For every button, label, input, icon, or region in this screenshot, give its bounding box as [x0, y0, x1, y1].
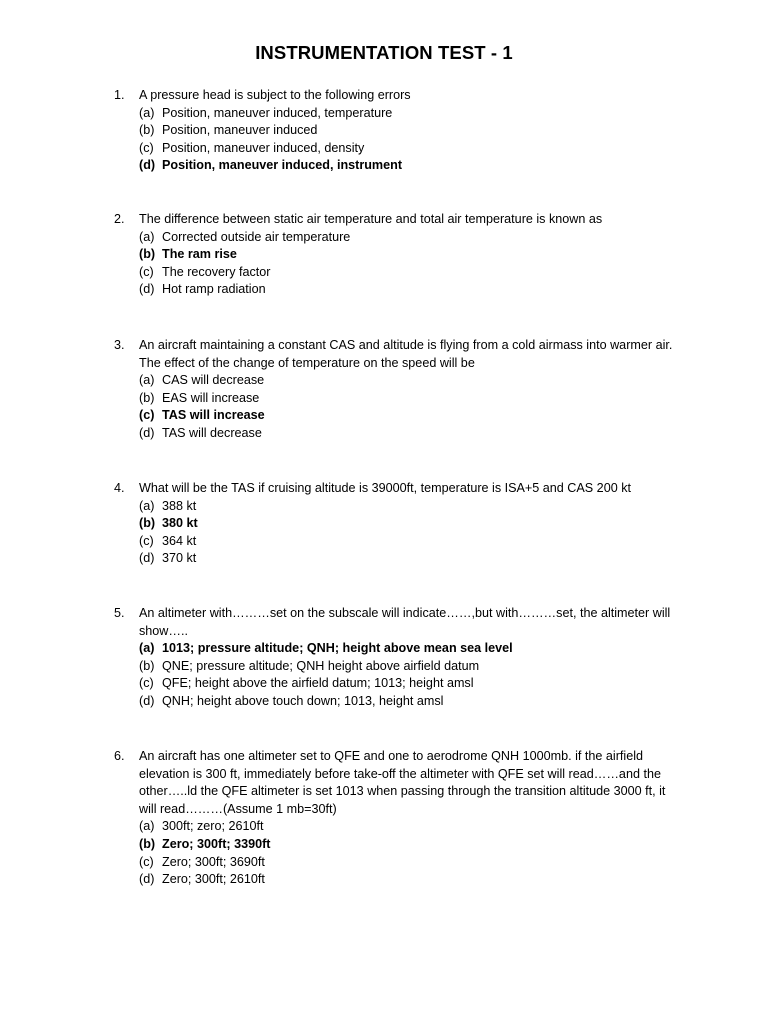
answer-options	[0, 818, 768, 888]
option-letter: (c)	[139, 676, 154, 691]
option-text: Corrected outside air temperature	[162, 229, 351, 244]
option-text: TAS will decrease	[162, 425, 262, 440]
question-5	[0, 605, 768, 711]
option-letter: (a)	[139, 105, 155, 120]
answer-option-a	[0, 229, 768, 247]
option-text: TAS will increase	[162, 408, 265, 423]
option-text: 388 kt	[162, 498, 197, 513]
option-letter: (a)	[139, 498, 155, 513]
answer-option-a	[0, 640, 768, 658]
question-stem-row	[0, 748, 768, 818]
option-letter: (b)	[139, 247, 156, 262]
option-text: The ram rise	[162, 247, 237, 262]
question-6	[0, 748, 768, 889]
option-text: 1013; pressure altitude; QNH; height above mean sea level	[162, 641, 513, 656]
option-letter: (b)	[139, 123, 155, 138]
answer-option-b	[0, 515, 768, 533]
option-text: Position, maneuver induced, temperature	[162, 105, 393, 120]
option-letter: (c)	[139, 264, 154, 279]
question-1	[0, 87, 768, 175]
answer-option-b	[0, 246, 768, 264]
question-number: 5.	[114, 606, 125, 620]
question-stem-row	[0, 211, 768, 229]
question-stem: An aircraft has one altimeter set to QFE and one to aerodrome QNH 1000mb. if the airfield elevation is 300 ft, immediately before take-off the altimeter with QFE set will read……and the other…..ld the QFE altimeter is set 1013 when passing through the transition altitude 3000 ft, it will read………(Assume 1 mb=30ft)	[139, 749, 666, 816]
question-4	[0, 480, 768, 568]
option-text: The recovery factor	[162, 264, 271, 279]
option-letter: (c)	[139, 854, 154, 869]
answer-option-d	[0, 871, 768, 889]
answer-options	[0, 105, 768, 175]
question-stem: A pressure head is subject to the following errors	[139, 88, 411, 102]
answer-options	[0, 229, 768, 299]
option-letter: (b)	[139, 658, 155, 673]
answer-option-a	[0, 372, 768, 390]
answer-option-a	[0, 498, 768, 516]
option-letter: (d)	[139, 158, 156, 173]
question-stem: The difference between static air temperature and total air temperature is known as	[139, 212, 603, 226]
option-text: 364 kt	[162, 533, 197, 548]
option-text: Zero; 300ft; 2610ft	[162, 872, 265, 887]
option-letter: (a)	[139, 373, 155, 388]
option-letter: (a)	[139, 229, 155, 244]
option-letter: (d)	[139, 551, 155, 566]
answer-option-c	[0, 675, 768, 693]
question-number: 2.	[114, 212, 125, 226]
option-text: Zero; 300ft; 3690ft	[162, 854, 265, 869]
option-letter: (c)	[139, 533, 154, 548]
option-text: QNE; pressure altitude; QNH height above airfield datum	[162, 658, 480, 673]
option-text: EAS will increase	[162, 390, 260, 405]
answer-options	[0, 498, 768, 568]
option-text: CAS will decrease	[162, 373, 265, 388]
answer-option-d	[0, 693, 768, 711]
option-letter: (d)	[139, 693, 155, 708]
option-letter: (d)	[139, 872, 155, 887]
option-text: 380 kt	[162, 516, 198, 531]
option-letter: (d)	[139, 282, 155, 297]
question-stem: An aircraft maintaining a constant CAS and altitude is flying from a cold airmass into warmer air. The effect of the change of temperature on the speed will be	[139, 338, 673, 370]
answer-option-b	[0, 658, 768, 676]
option-text: QNH; height above touch down; 1013, height amsl	[162, 693, 444, 708]
page-title: INSTRUMENTATION TEST - 1	[255, 42, 513, 63]
answer-option-c	[0, 264, 768, 282]
question-stem-row	[0, 605, 768, 640]
answer-options	[0, 372, 768, 442]
option-text: 370 kt	[162, 551, 197, 566]
question-number: 1.	[114, 88, 125, 102]
answer-option-d	[0, 550, 768, 568]
answer-option-b	[0, 390, 768, 408]
answer-options	[0, 640, 768, 710]
question-3	[0, 337, 768, 443]
question-number: 3.	[114, 338, 125, 352]
answer-option-c	[0, 533, 768, 551]
question-number: 4.	[114, 481, 125, 495]
option-text: Position, maneuver induced, instrument	[162, 158, 403, 173]
question-stem-row	[0, 337, 768, 372]
answer-option-d	[0, 281, 768, 299]
option-text: Hot ramp radiation	[162, 282, 266, 297]
answer-option-d	[0, 157, 768, 175]
option-text: Zero; 300ft; 3390ft	[162, 836, 271, 851]
option-letter: (b)	[139, 516, 156, 531]
question-stem-row	[0, 480, 768, 498]
question-stem: An altimeter with………set on the subscale will indicate……,but with………set, the altimeter will show…..	[139, 606, 671, 638]
option-letter: (c)	[139, 140, 154, 155]
question-stem: What will be the TAS if cruising altitude is 39000ft, temperature is ISA+5 and CAS 200 kt	[139, 481, 631, 495]
option-letter: (b)	[139, 390, 155, 405]
answer-option-c	[0, 854, 768, 872]
answer-option-d	[0, 425, 768, 443]
option-letter: (d)	[139, 425, 155, 440]
option-letter: (b)	[139, 836, 156, 851]
answer-option-b	[0, 836, 768, 854]
option-text: 300ft; zero; 2610ft	[162, 819, 264, 834]
answer-option-c	[0, 140, 768, 158]
question-2	[0, 211, 768, 299]
option-text: Position, maneuver induced, density	[162, 140, 365, 155]
question-number: 6.	[114, 749, 125, 763]
option-letter: (a)	[139, 819, 155, 834]
option-text: QFE; height above the airfield datum; 1013; height amsl	[162, 676, 474, 691]
option-text: Position, maneuver induced	[162, 123, 318, 138]
answer-option-c	[0, 407, 768, 425]
answer-option-a	[0, 818, 768, 836]
option-letter: (c)	[139, 408, 155, 423]
question-stem-row	[0, 87, 768, 105]
answer-option-a	[0, 105, 768, 123]
option-letter: (a)	[139, 641, 155, 656]
answer-option-b	[0, 122, 768, 140]
